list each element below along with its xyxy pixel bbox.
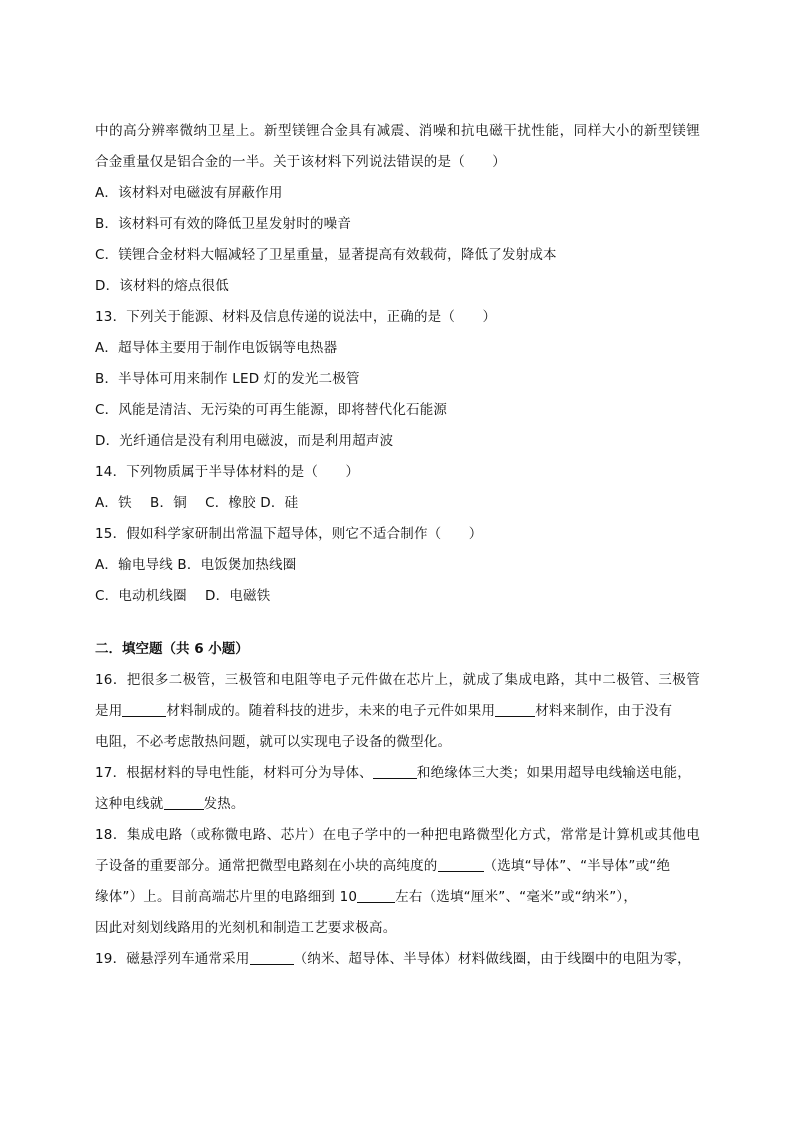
q17-line-2-text-a: 这种电线就 <box>95 796 164 812</box>
q19-line-1 <box>95 944 700 975</box>
q19-line-1-text-a: 19．磁悬浮列车通常采用 <box>95 951 250 967</box>
q16-line-2-text-c: 材料来制作，由于没有 <box>535 703 673 719</box>
q17-blank-1[interactable] <box>373 764 417 779</box>
q18-line-3 <box>95 882 700 913</box>
q16-blank-1[interactable] <box>122 702 166 717</box>
q13-option-a: A．超导体主要用于制作电饭锅等电热器 <box>95 340 338 356</box>
q17-line-2 <box>95 789 700 820</box>
q15-stem: 15．假如科学家研制出常温下超导体，则它不适合制作（ ） <box>95 526 483 542</box>
q16-line-2-text-a: 是用 <box>95 703 123 719</box>
q17-line-2-text-b: 发热。 <box>203 796 245 812</box>
q15-options-cd: C．电动机线圈 D．电磁铁 <box>95 588 271 604</box>
q17-blank-2[interactable] <box>164 795 204 810</box>
q16-blank-2[interactable] <box>495 702 535 717</box>
q17-line-1 <box>95 758 700 789</box>
q16-line-2 <box>95 696 700 727</box>
q13-option-c: C．风能是清洁、无污染的可再生能源，即将替代化石能源 <box>95 402 448 418</box>
q18-line-2-text-a: 子设备的重要部分。通常把微型电路刻在小块的高纯度的 <box>95 858 438 874</box>
q13-option-d: D．光纤通信是没有利用电磁波，而是利用超声波 <box>95 433 394 449</box>
q12-option-c: C．镁锂合金材料大幅减轻了卫星重量，显著提高有效载荷，降低了发射成本 <box>95 247 557 263</box>
q12-text-line-1: 中的高分辨率微纳卫星上。新型镁锂合金具有减震、消噪和抗电磁干扰性能，同样大小的新型镁锂 <box>95 123 700 139</box>
q18-line-4: 因此对刻划线路用的光刻机和制造工艺要求极高。 <box>95 920 397 936</box>
q17-line-1-text-b: 和绝缘体三大类；如果用超导电线输送电能， <box>416 765 691 781</box>
q18-line-2 <box>95 851 700 882</box>
section-title-fill-in: 二．填空题（共 6 小题） <box>95 641 249 657</box>
q16-line-1: 16．把很多二极管，三极管和电阻等电子元件做在芯片上，就成了集成电路，其中二极管、三极管 <box>95 672 700 688</box>
q18-line-1: 18．集成电路（或称微电路、芯片）在电子学中的一种把电路微型化方式，常常是计算机或其他电 <box>95 827 700 843</box>
q14-options: A．铁 B．铜 C．橡胶 D．硅 <box>95 495 299 511</box>
q13-option-b: B．半导体可用来制作 LED 灯的发光二极管 <box>95 371 360 387</box>
q17-line-1-text-a: 17．根据材料的导电性能，材料可分为导体、 <box>95 765 373 781</box>
q15-options-ab: A．输电导线 B．电饭煲加热线圈 <box>95 557 297 573</box>
q16-line-2-text-b: 材料制成的。随着科技的进步，未来的电子元件如果用 <box>166 703 496 719</box>
q19-line-1-text-b: （纳米、超导体、半导体）材料做线圈，由于线圈中的电阻为零， <box>293 951 691 967</box>
q16-line-3: 电阻，不必考虑散热问题，就可以实现电子设备的微型化。 <box>95 734 452 750</box>
q18-blank-2[interactable] <box>357 888 395 903</box>
document-content <box>95 116 700 975</box>
q12-option-b: B．该材料可有效的降低卫星发射时的噪音 <box>95 216 352 232</box>
q12-option-d: D．该材料的熔点很低 <box>95 278 229 294</box>
q18-line-2-text-b: （选填“导体”、“半导体”或“绝 <box>483 858 671 874</box>
q12-option-a: A．该材料对电磁波有屏蔽作用 <box>95 185 283 201</box>
q12-text-line-2: 合金重量仅是铝合金的一半。关于该材料下列说法错误的是（ ） <box>95 154 506 170</box>
q14-stem: 14．下列物质属于半导体材料的是（ ） <box>95 464 360 480</box>
q18-line-3-text-a: 缘体”）上。目前高端芯片里的电路细到 10 <box>95 889 358 905</box>
q13-stem: 13．下列关于能源、材料及信息传递的说法中，正确的是（ ） <box>95 309 497 325</box>
q19-blank-1[interactable] <box>250 950 294 965</box>
q18-line-3-text-b: 左右（选填“厘米”、“毫米”或“纳米”）， <box>395 889 638 905</box>
q18-blank-1[interactable] <box>438 857 484 872</box>
section-gap <box>95 612 700 634</box>
